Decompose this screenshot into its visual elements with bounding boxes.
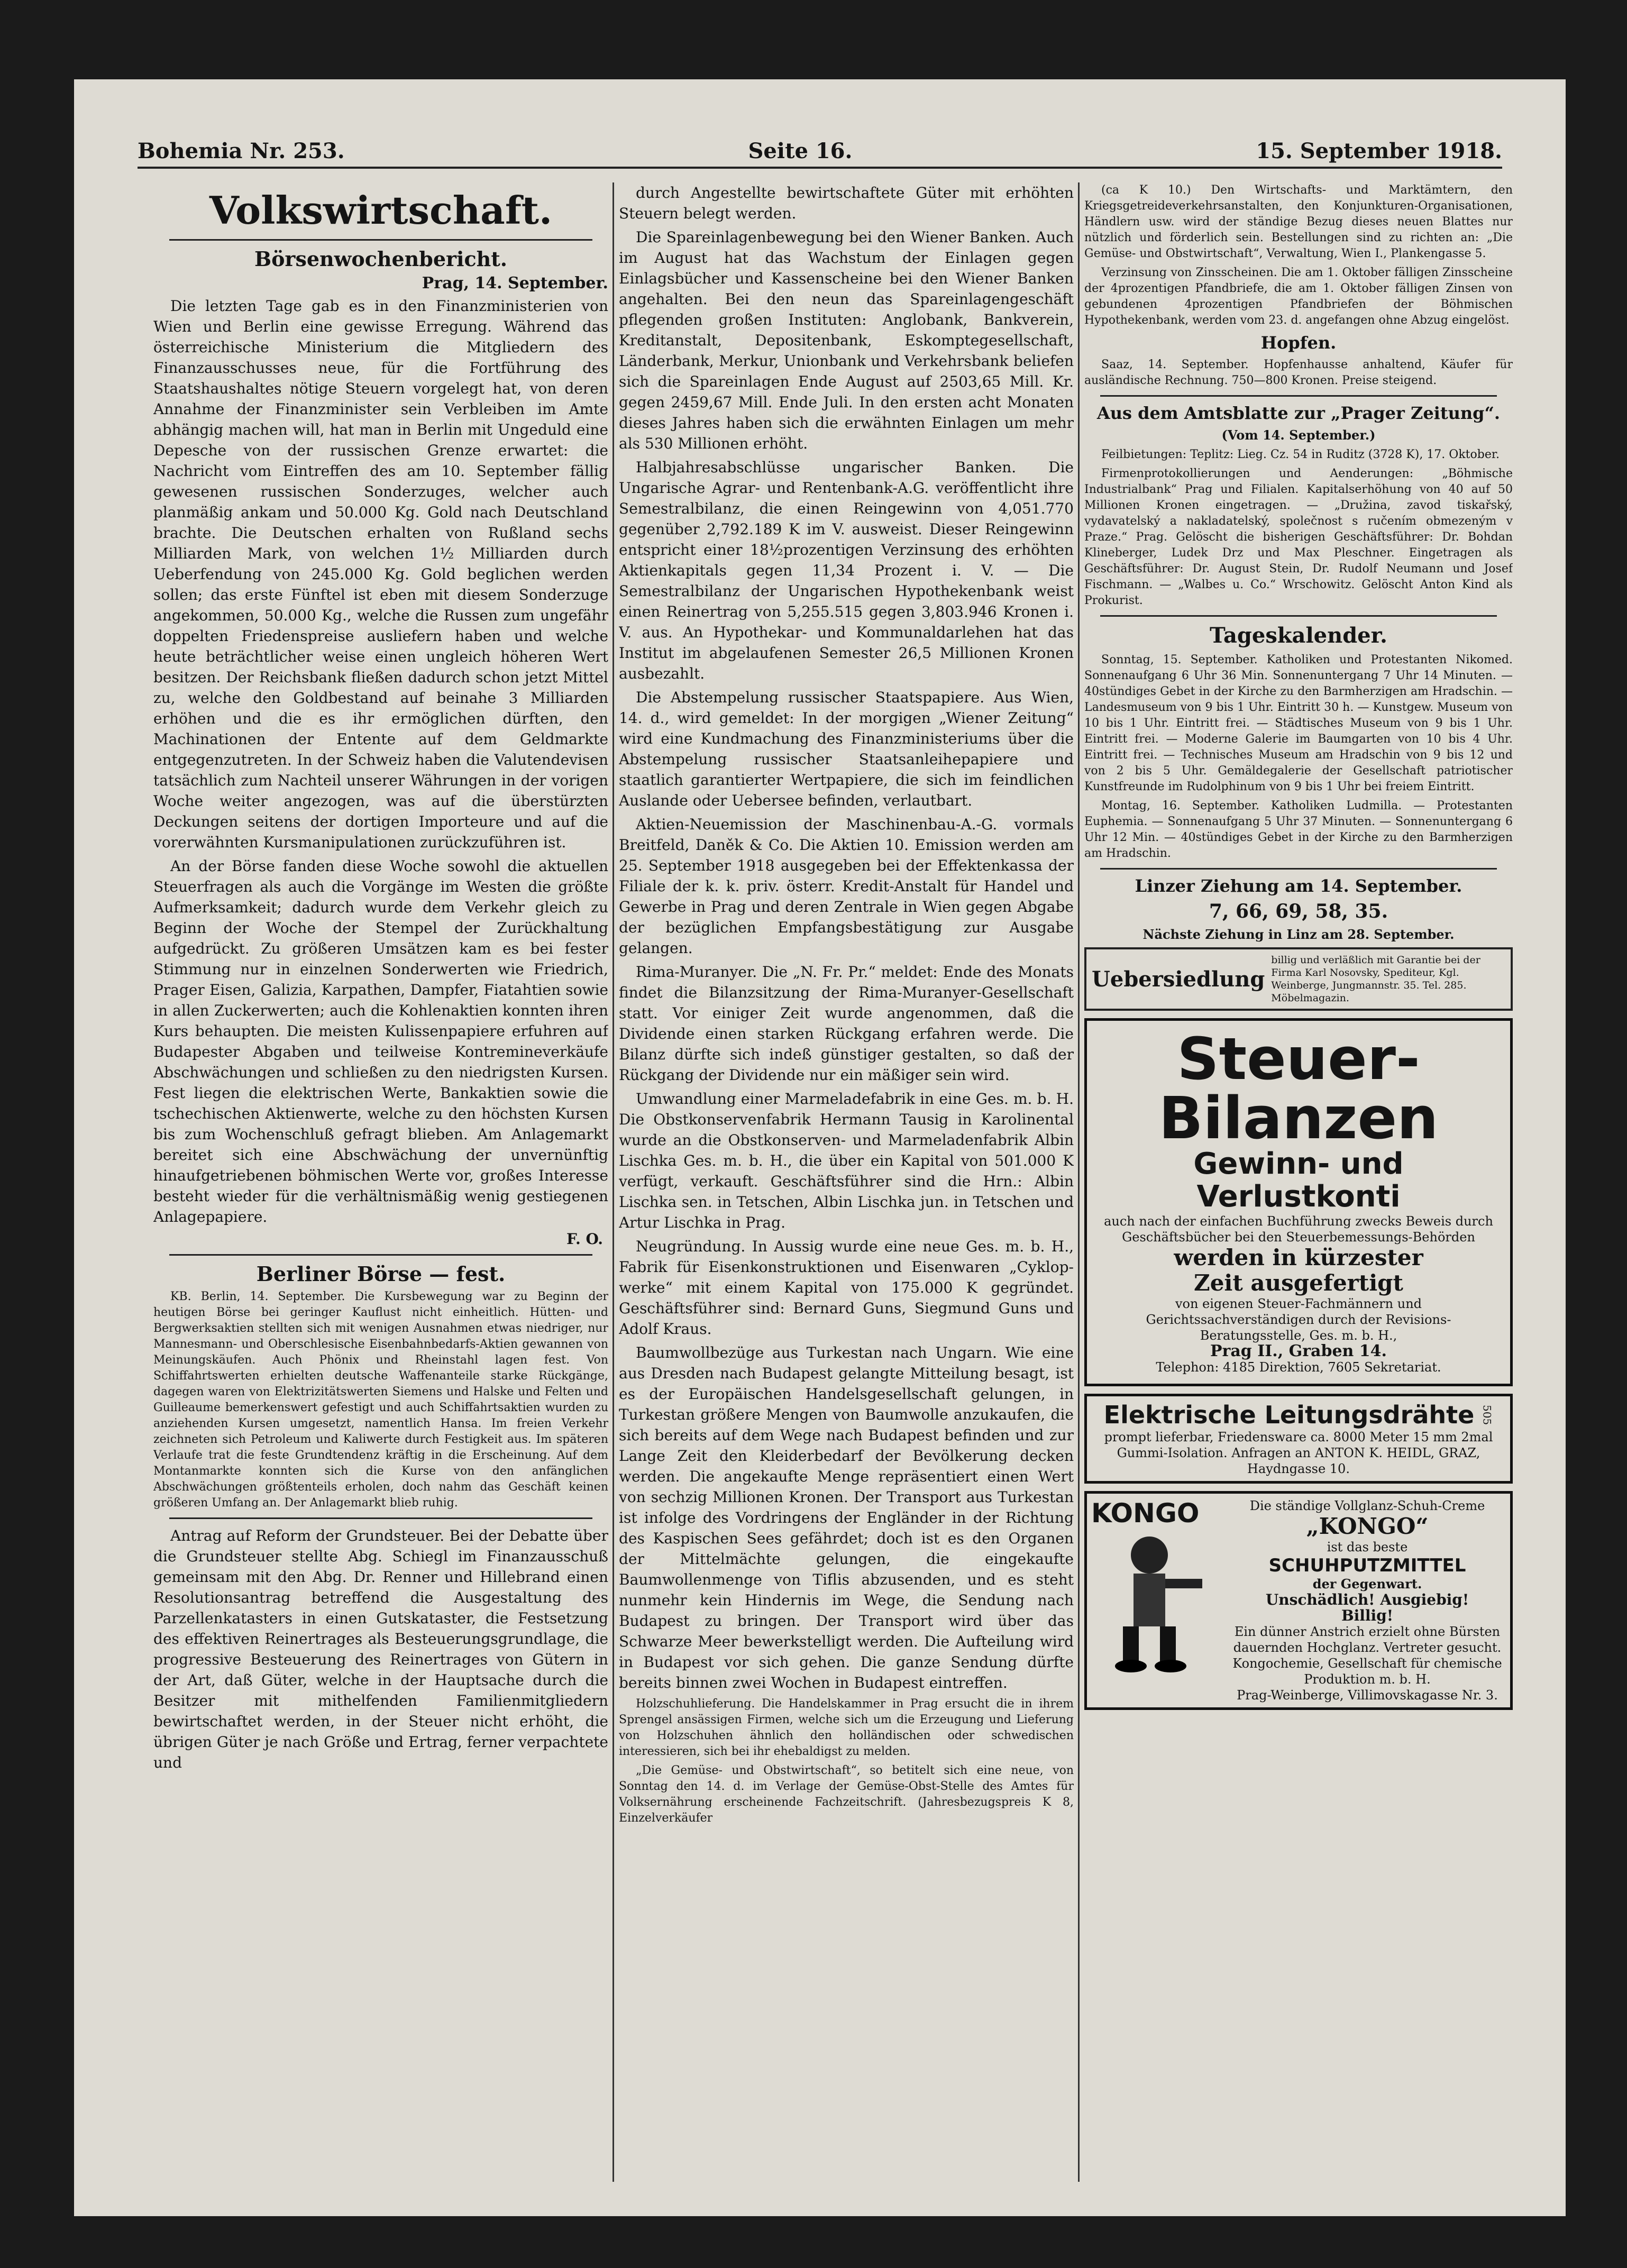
moving-ad (1084, 947, 1513, 1011)
column-1 (153, 182, 608, 2192)
paragraph: Antrag auf Reform der Grundsteuer. Bei der Debatte über die Grundsteuer stellte Abg. Schiegl im Finanzausschuß gemeinsam mit den Abg. Dr. Renner und Hillebrand einen Resolutionsantrag betreffend die Ausgestaltung des Parzellenkatasters in einen Gutskataster, die Festsetzung des effektiven Reinertrages als Besteuerungsgrundlage, die progressive Besteuerung des Reinertrages von Gütern in der Art, daß Güter, welche in der Hauptsache durch die Besitzer mit mithelfenden Familienmitgliedern bewirtschaftet werden, in der Steuer nicht erhöht, die übrigen Güter je nach Größe und Ertrag, ferner verpachtete und (153, 1527, 608, 1771)
paragraph: Die Spareinlagenbewegung bei den Wiener Banken. Auch im August hat das Wachstum der Einlagen gegen Einlagsbücher und Kassenscheine bei den Wiener Banken angehalten. Bei den neun das Spareinlagengeschäft pflegenden großen Instituten: Anglobank, Bankverein, Kreditanstalt, Depositenbank, Eskomptegesellschaft, Länderbank, Merkur, Unionbank und Verkehrsbank beliefen sich die Spareinlagen Ende August auf 2503,65 Mill. Kr. gegen 2459,67 Mill. Ende Juli. In den ersten acht Monaten dieses Jahres haben sich die erwähnten Einlagen um mehr als 530 Millionen erhöht. (619, 228, 1074, 452)
paragraph: Verzinsung von Zinsscheinen. Die am 1. Oktober fälligen Zinsscheine der 4prozentigen Pfandbriefe, die am 1. Oktober fälligen Zinsen von gebundenen 4prozentigen Pfandbriefen der Böhmischen Hypothekenbank, werden vom 23. d. angefangen ohne Abzug eingelöst. (1084, 266, 1513, 327)
paragraph: durch Angestellte bewirtschaftete Güter mit erhöhten Steuern belegt werden. (619, 184, 1074, 222)
ad-phone: Telephon: 4185 Direktion, 7605 Sekretariat. (1156, 1360, 1441, 1375)
ad-headline: Steuer- (1177, 1025, 1420, 1093)
divider (169, 1254, 592, 1256)
article-title: Berliner Börse — fest. (256, 1262, 506, 1286)
section-heading: Tageskalender. (1210, 623, 1387, 648)
column-2 (619, 182, 1074, 2192)
divider (1100, 868, 1497, 870)
section-title: Volkswirtschaft. (209, 188, 553, 233)
divider (1100, 395, 1497, 397)
column-rule (613, 182, 614, 2182)
issue-number: Bohemia Nr. 253. (138, 138, 345, 163)
kongo-illustration (1091, 1498, 1223, 1703)
column-rule (1078, 182, 1080, 2182)
ad-subhead: Gewinn- und (1193, 1147, 1404, 1181)
ad-text: Ein dünner Anstrich erzielt ohne Bürsten dauernden Hochglanz. Vertreter gesucht. Kongochemie, Gesellschaft für chemische Produktion m. b. H. (1232, 1624, 1502, 1687)
paragraph: Halbjahresabschlüsse ungarischer Banken. Die Ungarische Agrar- und Rentenbank-A.G. veröffentlicht ihre Semestralbilanz, die einen Reingewinn von 4,051.770 gegenüber 2,792.189 K im V. ausweist. Dieser Reingewinn entspricht einer 18½prozentigen Verzinsung des erhöhten Aktienkapitals gegen 11,34 Prozent i. V. — Die Semestralbilanz der Ungarischen Hypothekenbank weist einen Reinertrag von 5,255.515 gegen 3,803.946 Kronen i. V. aus. An Hypothekar- und Kommunaldarlehen hat das Institut im abgelaufenen Semester 26,5 Millionen Kronen ausbezahlt. (619, 459, 1074, 682)
paragraph: Umwandlung einer Marmeladefabrik in eine Ges. m. b. H. Die Obstkonservenfabrik Hermann Tausig in Karolinental wurde an die Obstkonserven- und Marmeladenfabrik Albin Lischka Ges. m. b. H., die über ein Kapital von 501.000 K verfügt, verkauft. Geschäftsführer sind die Hrn.: Albin Lischka sen. in Tetschen, Albin Lischka jun. in Tetschen und Artur Lischka in Prag. (619, 1090, 1074, 1231)
ad-text: Die ständige Vollglanz-Schuh-Creme (1249, 1498, 1485, 1513)
divider (169, 239, 592, 241)
paragraph: An der Börse fanden diese Woche sowohl die aktuellen Steuerfragen als auch die Vorgänge im Westen die größte Aufmerksamkeit; dadurch wurde dem Verkehr gleich zu Beginn der Woche der Stempel der Zurückhaltung aufgedrückt. Zu größeren Umsätzen kam es bei fester Stimmung nur in einzelnen Sonderwerten wie Friedrich, Prager Eisen, Galizia, Karpathen, Dampfer, Fiatahtien sowie in allen Zuckerwerten; auch die Kohlenaktien konnten ihren Kurs behaupten. Die meisten Kulissenpapiere erfuhren auf Budapester Abgaben und teilweise Kontremineverkäufe Abschwächungen und schließen zu den niedrigsten Kursen. Fest liegen die elektrischen Werte, Bankaktien sowie die tschechischen Aktienwerte, welche zu den höchsten Kursen bis zum Wochenschluß gefragt blieben. Am Anlagemarkt bereitet sich eine Abschwächung der unvernünftig hinaufgetriebenen böhmischen Werte vor, großes Interesse besteht wieder für die verhältnismäßig wenig gestiegenen Anlagepapiere. (153, 857, 608, 1226)
paragraph: „Die Gemüse- und Obstwirtschaft“, so betitelt sich eine neue, von Sonntag den 14. d. im Verlage der Gemüse-Obst-Stelle des Amtes für Volksernährung erscheinende Fachzeitschrift. (Jahresbezugspreis K 8, Einzelverkäufer (619, 1764, 1074, 1825)
ad-text: auch nach der einfachen Buchführung zwecks Beweis durch Geschäftsbücher bei den Steuerbemessungs-Behörden (1104, 1214, 1493, 1245)
wire-ad (1084, 1394, 1513, 1484)
lottery-next: Nächste Ziehung in Linz am 28. September. (1142, 927, 1455, 942)
ad-text: der Gegenwart. (1312, 1576, 1422, 1592)
ad-subhead: Verlustkonti (1196, 1179, 1401, 1214)
paragraph: Holzschuhlieferung. Die Handelskammer in Prag ersucht die in ihrem Sprengel ansässigen Firmen, welche sich um die Erzeugung und Lieferung von Holzschuhen ähnlich den holländischen oder schwedischen interessieren, sich bei ihr ehebaldigst zu melden. (619, 1697, 1074, 1758)
ad-text: Billig! (1341, 1607, 1394, 1624)
divider (169, 1517, 592, 1519)
ad-text: von eigenen Steuer-Fachmännern und Gerichtssachverständigen durch der Revisions-Beratungsstelle, Ges. m. b. H., (1146, 1296, 1451, 1343)
ad-text: billig und verläßlich mit Garantie bei der Firma Karl Nosovsky, Spediteur, Kgl. Weinberge, Jungmannstr. 35. Tel. 285. Möbelmagazin. (1271, 954, 1480, 1004)
paragraph: Baumwollbezüge aus Turkestan nach Ungarn. Wie eine aus Dresden nach Budapest gelangte Mitteilung besagt, ist es der Europäischen Handelsgesellschaft gelungen, in Turkestan größere Mengen von Baumwolle anzukaufen, die sich bereits auf dem Wege nach Budapest befinden und zur Lange Zeit den Kleiderbedarf der Bevölkerung decken werden. Die angekaufte Menge repräsentiert einen Wert von sechzig Millionen Kronen. Der Transport aus Turkestan ist infolge des Vordringens der Engländer in der Richtung des Kaspischen Sees gefährdet; doch ist es den Organen der Mittelmächte gelungen, die eingekaufte Baumwollenmenge von Tiflis abzusenden, und es steht nunmehr kein Hindernis im Wege, die Sendung nach Budapest zu bringen. Der Transport wird über das Schwarze Meer bewerkstelligt werden. Die Aufteilung wird in Budapest vor sich gehen. Die ganze Sendung dürfte bereits binnen zwei Wochen in Budapest eintreffen. (619, 1344, 1074, 1691)
ad-text: prompt lieferbar, Friedensware ca. 8000 Meter 15 mm 2mal Gummi-Isolation. Anfragen an ANTON K. HEIDL, GRAZ, Haydngasse 10. (1104, 1430, 1493, 1476)
shoe-man-icon (1091, 1529, 1213, 1677)
brand-logo: KONGO (1091, 1498, 1200, 1529)
newspaper-page (74, 79, 1566, 2216)
section-date: (Vom 14. September.) (1221, 427, 1376, 443)
signature: F. O. (566, 1230, 603, 1248)
section-heading: Aus dem Amtsblatte zur „Prager Zeitung“. (1096, 403, 1501, 423)
paragraph: Feilbietungen: Teplitz: Lieg. Cz. 54 in Ruditz (3728 K), 17. Oktober. (1101, 448, 1500, 461)
paragraph: Rima-Muranyer. Die „N. Fr. Pr.“ meldet: Ende des Monats findet die Bilanzsitzung der Rima-Muranyer-Gesellschaft statt. Vor einiger Zeit wurde angenommen, daß die Dividende einen starken Rückgang erfahren werde. Die Bilanz dürfte sich indeß günstiger gestalten, so daß der Rückgang der Dividende nur ein mäßiger sein wird. (619, 963, 1074, 1084)
ad-headline: Bilanzen (1158, 1084, 1439, 1152)
tax-ad (1084, 1018, 1513, 1386)
ad-headline: Elektrische Leitungsdrähte (1103, 1401, 1475, 1429)
dateline: Prag, 14. September. (422, 274, 608, 292)
page-header (138, 135, 1502, 169)
column-3 (1084, 182, 1513, 2192)
ad-subhead: SCHUHPUTZMITTEL (1268, 1555, 1466, 1576)
ad-headline: „KONGO“ (1306, 1513, 1429, 1539)
ad-address: Prag-Weinberge, Villimovskagasse Nr. 3. (1237, 1688, 1498, 1703)
ad-number: 505 (1480, 1404, 1494, 1425)
paragraph: Neugründung. In Aussig wurde eine neue Ges. m. b. H., Fabrik für Eisenkonstruktionen und Eisenwaren „Cyklop-werke“ mit einem Kapital von 175.000 K gegründet. Geschäftsführer sind: Bernard Guns, Siegmund Guns und Adolf Kraus. (619, 1238, 1074, 1338)
ad-text: ist das beste (1327, 1540, 1408, 1554)
lottery-numbers: 7, 66, 69, 58, 35. (1209, 900, 1388, 922)
paragraph: Die Abstempelung russischer Staatspapiere. Aus Wien, 14. d., wird gemeldet: In der morgigen „Wiener Zeitung“ wird eine Kundmachung des Finanzministeriums über die Abstempelung russischer Staatsanleihepapiere und staatlich garantierter Wertpapiere, die sich im feindlichen Auslande oder Uebersee befinden, verlautbart. (619, 689, 1074, 809)
ad-subhead: Zeit ausgefertigt (1194, 1270, 1403, 1296)
paragraph: Saaz, 14. September. Hopfenhausse anhaltend, Käufer für ausländische Rechnung. 750—800 Kronen. Preise steigend. (1084, 358, 1513, 387)
paragraph: KB. Berlin, 14. September. Die Kursbewegung war zu Beginn der heutigen Börse bei geringer Kauflust nicht einheitlich. Hütten- und Bergwerksaktien stellten sich mit wenigen Ausnahmen etwas niedriger, nur Mannesmann- und Oberschlesische Eisenbahnbedarfs-Aktien gewannen von Meinungskäufen. Auch Phönix und Rheinstahl lagen fest. Von Schiffahrtswerten erhielten deutsche Waffenanteile starke Rückgänge, dagegen waren von Elektrizitätswerten Siemens und Halske und Felten und Guilleaume bemerkenswert gefestigt und auch Schiffahrtsaktien wurden zu anziehenden Kursen umgesetzt, namentlich Hansa. Im freien Verkehr zeichneten sich Petroleum und Kaliwerte durch Festigkeit aus. Im späteren Verlaufe trat die feste Grundtendenz kräftig in die Erscheinung. Auf dem Montanmarkte konnten sich die Kurse von den anfänglichen Abschwächungen größtenteils erholen, doch nahm das Geschäft keinen größeren Umfang an. Der Anlagemarkt blieb ruhig. (153, 1290, 608, 1510)
ad-text: Unschädlich! Ausgiebig! (1265, 1591, 1469, 1608)
section-heading: Hopfen. (1260, 333, 1337, 353)
ad-label: Uebersiedlung (1092, 966, 1265, 992)
page-number: Seite 16. (748, 138, 853, 163)
kongo-ad (1084, 1491, 1513, 1710)
paragraph: Firmenprotokollierungen und Aenderungen: „Böhmische Industrialbank“ Prag und Filialen. Kapitalserhöhung von 40 auf 50 Millionen Kronen eingetragen. — „Družina, zavod tiskařský, vydavatelský a nakladatelský, společnost s ručením obmezeným v Praze.“ Prag. Gelöscht die bisherigen Geschäftsführer: Dr. Bohdan Klineberger, Ludek Drz und Max Pleschner. Eingetragen als Geschäftsführer: Dr. August Stein, Dr. Rudolf Neumann und Josef Fischmann. — „Walbes u. Co.“ Wrschowitz. Gelöscht Anton Kind als Prokurist. (1084, 467, 1513, 607)
paragraph: Sonntag, 15. September. Katholiken und Protestanten Nikomed. Sonnenaufgang 6 Uhr 36 Min. Sonnenuntergang 7 Uhr 14 Minuten. — 40stündiges Gebet in der Kirche zu den Barmherzigen am Hradschin. — Landesmuseum von 9 bis 1 Uhr. Eintritt 30 h. — Kunstgew. Museum von 10 bis 1 Uhr. Eintritt frei. — Städtisches Museum von 9 bis 1 Uhr. Eintritt frei. — Moderne Galerie im Baumgarten von 10 bis 4 Uhr. Eintritt frei. — Technisches Museum am Hradschin von 9 bis 12 und von 2 bis 5 Uhr. Gemäldegalerie der Gesellschaft patriotischer Kunstfreunde im Rudolphinum von 9 bis 1 Uhr bei freiem Eintritt. (1084, 653, 1513, 793)
ad-address: Prag II., Graben 14. (1210, 1342, 1387, 1360)
paragraph: Die letzten Tage gab es in den Finanzministerien von Wien und Berlin eine gewisse Erregung. Während das österreichische Ministerium die Mitgliedern des Finanzausschusses neue, für die Fortführung des Staatshaushaltes nötige Steuern vorgelegt hat, von deren Annahme der Finanzminister sein Verbleiben im Amte abhängig machen will, hat man in Berlin mit Ungeduld eine Depesche von der russischen Grenze erwartet: die Nachricht vom Eintreffen des am 10. September fällig gewesenen russischen Sonderzuges, welcher auch planmäßig ankam und 50.000 Kg. Gold nach Deutschland brachte. Die Deutschen erhalten von Rußland sechs Milliarden Mark, von welchen 1½ Milliarden durch Ueberfendung von 245.000 Kg. Gold beglichen werden sollen; das erste Fünftel ist eben mit diesem Sonderzuge angekommen, 50.000 Kg., welche die Russen zum ungefähr doppelten Friedenspreise ausliefern haben und welche heute beträchtlicher weise einen ungleich höheren Wert besitzen. Der Reichsbank fließen dadurch schon jetzt Mittel zu, welche den Goldbestand auf beinahe 3 Milliarden erhöhen und die es ihr ermöglichen dürften, den Machinationen der Entente auf dem Geldmarkte entgegenzutreten. In der Schweiz haben die Valutendevisen tatsächlich zum Nachteil unserer Währungen in der vorigen Woche weiter angezogen, was auf die überstürzten Deckungen seitens der dortigen Importeure und auf die vorerwähnten Kursmanipulationen zurückzuführen ist. (153, 297, 608, 851)
paragraph: (ca K 10.) Den Wirtschafts- und Marktämtern, den Kriegsgetreideverkehrsanstalten, den Konjunkturen-Organisationen, Händlern usw. wird der ständige Bezug dieses neuen Blattes nur nützlich und förderlich sein. Bestellungen sind zu richten an: „Die Gemüse- und Obstwirtschaft“, Verwaltung, Wien I., Plankengasse 5. (1084, 184, 1513, 260)
paragraph: Montag, 16. September. Katholiken Ludmilla. — Protestanten Euphemia. — Sonnenaufgang 5 Uhr 37 Minuten. — Sonnenuntergang 6 Uhr 12 Min. — 40stündiges Gebet in der Kirche zu den Barmherzigen am Hradschin. (1084, 799, 1513, 860)
ad-subhead: werden in kürzester (1174, 1245, 1423, 1270)
issue-date: 15. September 1918. (1256, 138, 1502, 163)
divider (1100, 615, 1497, 617)
paragraph: Aktien-Neuemission der Maschinenbau-A.-G. vormals Breitfeld, Daněk & Co. Die Aktien 10. Emission werden am 25. September 1918 ausgegeben bei der Effektenkassa der Filiale der k. k. priv. österr. Kredit-Anstalt für Handel und Gewerbe in Prag und deren Zentrale in Wien gegen Abgabe der bezüglichen Empfangsbestätigung zur Ausgabe gelangen. (619, 816, 1074, 957)
article-title: Börsenwochenbericht. (254, 247, 508, 271)
lottery-title: Linzer Ziehung am 14. September. (1135, 876, 1463, 896)
